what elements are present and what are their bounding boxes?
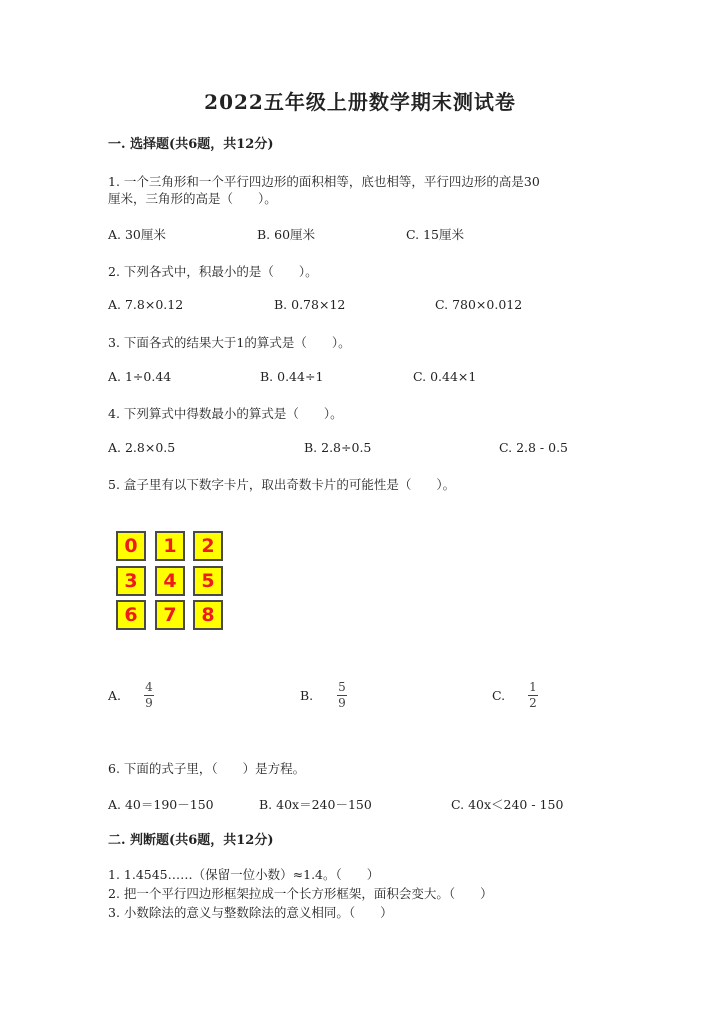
question-5-option-c-label: C.: [492, 688, 506, 703]
question-4-option-c: C. 2.8 - 0.5: [499, 440, 568, 455]
number-card: 8: [193, 600, 223, 630]
question-4-text: 4. 下列算式中得数最小的算式是（ ）。: [108, 406, 343, 421]
question-3-option-b: B. 0.44÷1: [260, 369, 324, 384]
question-3-option-a: A. 1÷0.44: [108, 369, 172, 384]
number-card: 3: [116, 566, 146, 596]
question-6-option-a: A. 40＝190－150: [108, 797, 214, 812]
question-6-text: 6. 下面的式子里，（ ）是方程。: [108, 761, 306, 776]
question-2-option-b: B. 0.78×12: [274, 297, 346, 312]
fraction-numerator: 4: [145, 680, 153, 694]
section-heading-judge: 二. 判断题(共6题，共12分): [108, 833, 274, 848]
number-card: 7: [155, 600, 185, 630]
question-1-option-a: A. 30厘米: [108, 227, 166, 242]
number-card: 6: [116, 600, 146, 630]
question-1-option-b: B. 60厘米: [257, 227, 316, 242]
question-4-option-b: B. 2.8÷0.5: [304, 440, 372, 455]
question-2-text: 2. 下列各式中，积最小的是（ ）。: [108, 264, 318, 279]
question-1-option-c: C. 15厘米: [406, 227, 464, 242]
question-2-option-c: C. 780×0.012: [435, 297, 523, 312]
fraction-numerator: 1: [529, 680, 537, 694]
fraction-denominator: 9: [145, 696, 153, 710]
judge-item-2: 2. 把一个平行四边形框架拉成一个长方形框架，面积会变大。（ ）: [108, 886, 493, 901]
fraction-denominator: 2: [529, 696, 537, 710]
question-3-option-c: C. 0.44×1: [413, 369, 477, 384]
question-5-option-b-fraction: [337, 681, 347, 710]
question-5-option-b-label: B.: [300, 688, 314, 703]
number-card: 4: [155, 566, 185, 596]
question-5-option-a-fraction: [144, 681, 154, 710]
fraction-numerator: 5: [338, 680, 346, 694]
judge-item-1: 1. 1.4545……（保留一位小数）≈1.4。（ ）: [108, 867, 380, 882]
number-card: 5: [193, 566, 223, 596]
section-heading-choice: 一. 选择题(共6题，共12分): [108, 137, 274, 152]
question-5-option-c-fraction: [528, 681, 538, 710]
fraction-denominator: 9: [338, 696, 346, 710]
question-1-line-2: 厘米，三角形的高是（ ）。: [108, 191, 277, 206]
judge-item-3: 3. 小数除法的意义与整数除法的意义相同。（ ）: [108, 905, 393, 920]
question-5-text: 5. 盒子里有以下数字卡片，取出奇数卡片的可能性是（ ）。: [108, 477, 456, 492]
question-4-option-a: A. 2.8×0.5: [108, 440, 176, 455]
question-1-line-1: 1. 一个三角形和一个平行四边形的面积相等，底也相等，平行四边形的高是30: [108, 174, 540, 189]
page-title: 2022五年级上册数学期末测试卷: [204, 90, 516, 114]
question-2-option-a: A. 7.8×0.12: [108, 297, 184, 312]
question-3-text: 3. 下面各式的结果大于1的算式是（ ）。: [108, 335, 351, 350]
question-5-option-a-label: A.: [108, 688, 122, 703]
number-card: 2: [193, 531, 223, 561]
number-card: 0: [116, 531, 146, 561]
number-card: 1: [155, 531, 185, 561]
question-6-option-c: C. 40x＜240 - 150: [451, 797, 564, 812]
question-6-option-b: B. 40x＝240－150: [259, 797, 372, 812]
